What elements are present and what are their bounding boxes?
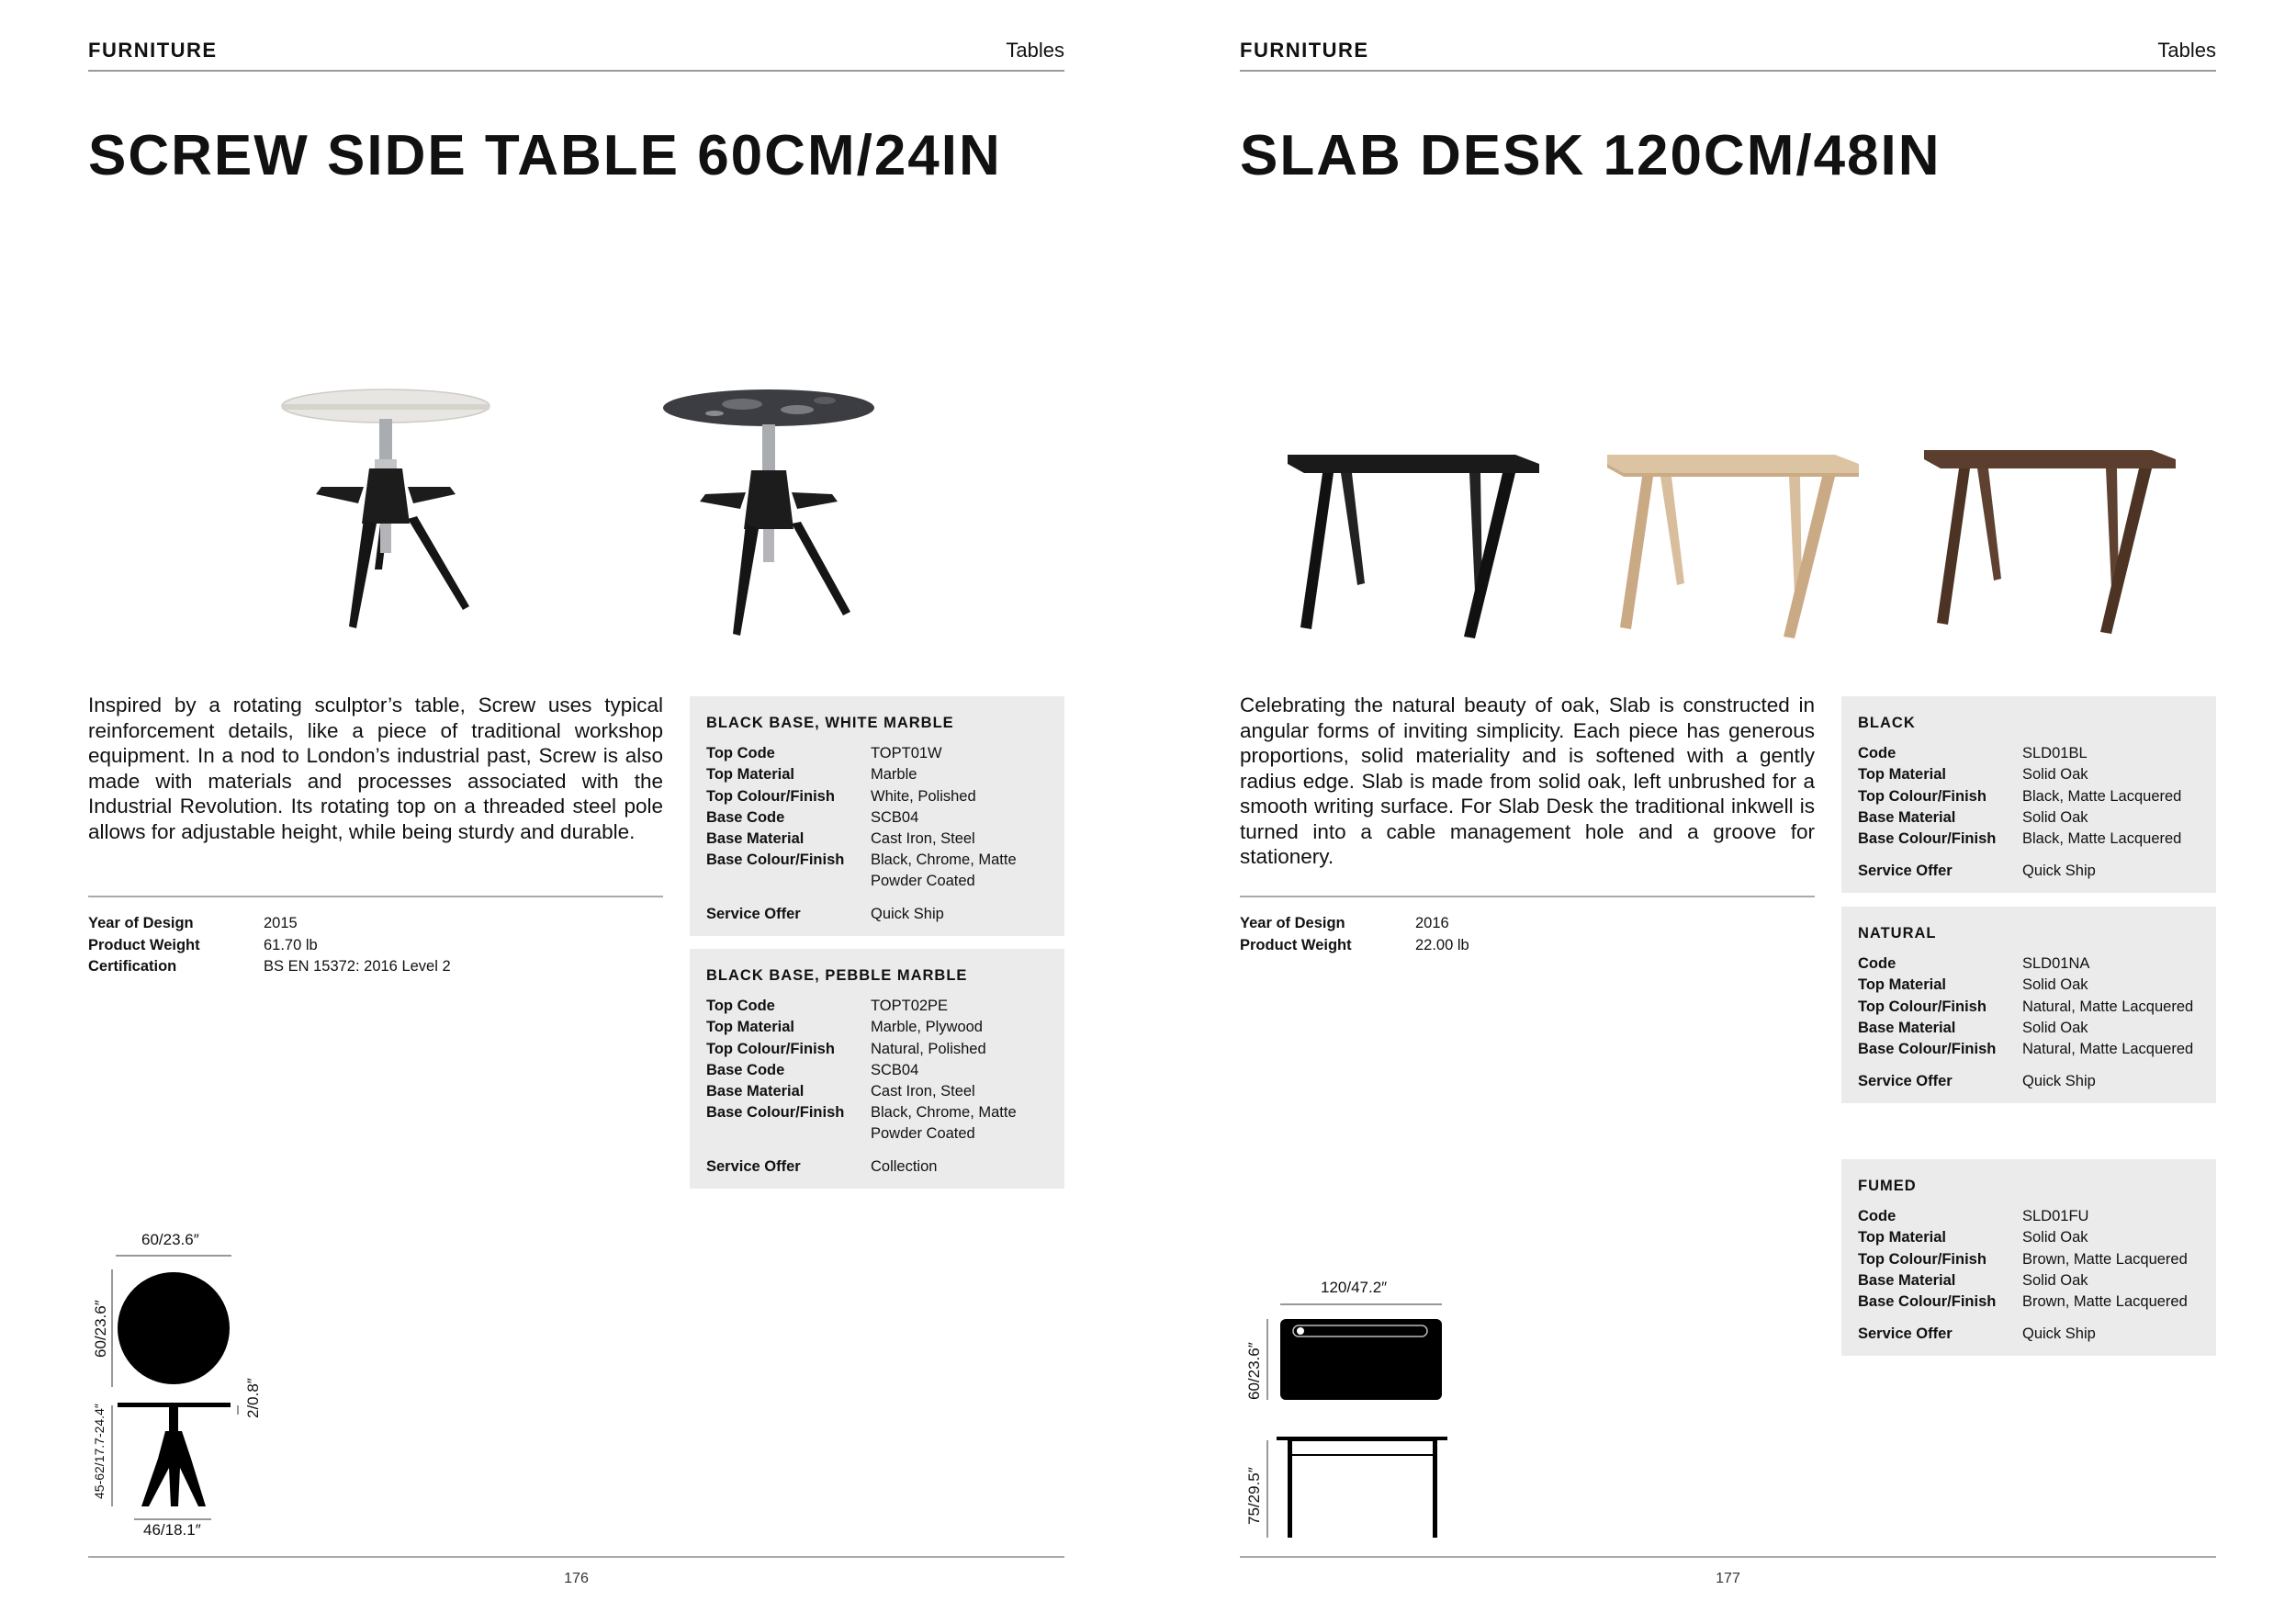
variant-row [1858,953,2200,975]
running-header [1240,39,2216,72]
dimension-width: 120/47.2″ [1321,1279,1388,1296]
section-label: FURNITURE [88,39,218,62]
variant-label: Base Material [706,1083,805,1100]
variant-row [706,1060,1048,1081]
variant-label: Base Material [706,830,805,848]
product-photo-natural-desk [1605,436,1863,638]
product-photos [1240,386,2216,652]
spec-label: Certification [88,958,177,975]
variant-row [706,786,1048,807]
variant-label: Code [1858,745,1896,762]
dimension-drawing [1240,1279,1479,1545]
spec-row [88,913,663,935]
dimension-top-width: 60/23.6″ [141,1231,199,1248]
service-offer-row [1858,1324,2200,1345]
variant-label: Top Colour/Finish [706,1040,835,1057]
variant-label: Code [1858,955,1896,973]
spec-row [88,956,663,978]
variant-label: Base Colour/Finish [706,1104,845,1122]
product-description: Inspired by a rotating sculptor’s table, Screw uses typical reinforcement details, like a piece of traditional workshop equipment. In a nod to London’s industrial past, Screw is also made with materials and processes associated with the Industrial Revolution. Its rotating top on a threaded steel pole allows for adjustable height, while being sturdy and durable. [88,694,663,843]
service-offer-row [1858,1071,2200,1092]
variant-value: Solid Oak [2022,808,2088,826]
variant-label: Base Colour/Finish [1858,1041,1997,1058]
spec-row [1240,935,1815,957]
section-label: FURNITURE [1240,39,1369,62]
variant-row [1858,786,2200,807]
variant-card-black [1841,696,2216,893]
dimension-depth: 60/23.6″ [1245,1342,1263,1400]
variant-label: Top Code [706,745,775,762]
variant-value: Black, Matte Lacquered [2022,830,2182,848]
variant-value: SLD01BL [2022,745,2088,762]
variant-title: BLACK BASE, WHITE MARBLE [706,715,954,731]
dimension-top-depth: 60/23.6″ [92,1300,109,1358]
variant-value: Solid Oak [2022,1271,2088,1289]
product-photo-pebble-marble [659,386,880,643]
product-specs [1240,913,1815,956]
spec-divider [88,896,663,897]
variant-value: Natural, Matte Lacquered [2022,998,2194,1015]
variant-value: Solid Oak [2022,1019,2088,1036]
variant-title: BLACK BASE, PEBBLE MARBLE [706,967,968,984]
dimension-lines [1240,1279,1479,1545]
spec-value: 22.00 lb [1415,936,1469,953]
variant-row [706,829,1048,850]
variant-label: Top Colour/Finish [1858,998,1986,1015]
dimension-lines [88,1231,309,1543]
variant-row [1858,743,2200,764]
variant-label: Top Material [1858,1229,1946,1246]
variant-row [1858,997,2200,1018]
variant-label: Base Colour/Finish [1858,1293,1997,1311]
variant-value: SCB04 [871,808,919,826]
variant-row [706,764,1048,785]
variant-label: Top Colour/Finish [1858,787,1986,805]
variant-row [1858,1291,2200,1313]
variant-card-pebble-marble [690,949,1064,1189]
variant-row [1858,807,2200,829]
variant-value: Black, Chrome, Matte Powder Coated [871,1104,1017,1143]
spec-label: Year of Design [1240,915,1345,931]
service-offer-row [706,904,1048,925]
variant-row [1858,1249,2200,1270]
variant-value: Solid Oak [2022,766,2088,784]
variant-label: Top Material [706,1019,794,1036]
service-offer-value: Collection [871,1157,938,1175]
service-offer-value: Quick Ship [2022,1073,2096,1090]
variant-value: SLD01NA [2022,955,2090,973]
catalog-page-right [1240,0,2216,1624]
variant-row [706,743,1048,764]
dimension-drawing [88,1231,309,1543]
service-offer-value: Quick Ship [2022,863,2096,880]
product-description: Celebrating the natural beauty of oak, Slab is constructed in angular forms of inviting simplicity. Each piece has generous proportions, solid materiality and is softened with a gently radius edge. Slab is made from solid oak, left unbrushed for a smooth writing surface. For Slab Desk the traditional inkwell is turned into a cable management hole and a groove for stationery. [1240,694,1815,868]
spec-divider [1240,896,1815,897]
variant-value: SCB04 [871,1061,919,1078]
spec-row [1240,913,1815,935]
variant-label: Service Offer [706,1157,801,1175]
page-number: 177 [1716,1571,1740,1586]
service-offer-value: Quick Ship [871,905,944,922]
variant-label: Base Colour/Finish [1858,830,1997,848]
product-photo-fumed-desk [1922,432,2179,634]
variant-value: Solid Oak [2022,1229,2088,1246]
product-photo-white-marble [279,386,492,634]
variant-value: TOPT01W [871,745,942,762]
variant-row [1858,829,2200,850]
spec-label: Year of Design [88,915,194,931]
variant-label: Service Offer [1858,863,1953,880]
variant-row [706,1039,1048,1060]
variant-row [706,1102,1048,1145]
dimension-top-thickness: 2/0.8″ [244,1378,262,1418]
variant-value: White, Polished [871,787,976,805]
variant-value: Black, Chrome, Matte Powder Coated [871,851,1017,890]
variant-row [706,807,1048,829]
footer-divider [1240,1556,2216,1558]
spec-label: Product Weight [1240,936,1352,953]
variant-label: Base Material [1858,1271,1956,1289]
variant-value: SLD01FU [2022,1208,2089,1225]
variant-label: Top Colour/Finish [706,787,835,805]
variant-value: Brown, Matte Lacquered [2022,1293,2188,1311]
variant-label: Base Code [706,808,785,826]
variant-label: Code [1858,1208,1896,1225]
variant-label: Top Material [1858,976,1946,994]
variant-value: Natural, Matte Lacquered [2022,1041,2194,1058]
variant-row [706,1017,1048,1038]
variant-value: TOPT02PE [871,998,949,1015]
category-label: Tables [1006,39,1064,62]
spec-label: Product Weight [88,936,200,953]
spec-value: 2016 [1415,915,1449,931]
variant-row [1858,1206,2200,1227]
product-specs [88,913,663,978]
variant-label: Top Material [1858,766,1946,784]
product-photos [88,386,1064,652]
variant-value: Cast Iron, Steel [871,1083,975,1100]
variant-row [1858,1018,2200,1039]
variant-value: Black, Matte Lacquered [2022,787,2182,805]
variant-label: Top Code [706,998,775,1015]
variant-label: Base Code [706,1061,785,1078]
service-offer-row [706,1156,1048,1178]
variant-card-natural [1841,907,2216,1103]
service-offer-value: Quick Ship [2022,1325,2096,1343]
dimension-height: 45-62/17.7-24.4″ [92,1404,107,1499]
variant-title: NATURAL [1858,925,1937,942]
variant-value: Brown, Matte Lacquered [2022,1250,2188,1268]
variant-row [706,850,1048,892]
variant-row [1858,1227,2200,1248]
variant-label: Base Colour/Finish [706,851,845,869]
variant-label: Base Material [1858,808,1956,826]
product-photo-black-desk [1286,436,1543,638]
variant-value: Natural, Polished [871,1040,986,1057]
spec-value: BS EN 15372: 2016 Level 2 [264,958,451,975]
variant-card-fumed [1841,1159,2216,1356]
variant-label: Top Colour/Finish [1858,1250,1986,1268]
variant-row [1858,764,2200,785]
variant-title: FUMED [1858,1178,1917,1194]
variant-label: Service Offer [1858,1325,1953,1343]
variant-row [1858,1039,2200,1060]
dimension-height: 75/29.5″ [1245,1467,1263,1525]
service-offer-row [1858,861,2200,882]
spec-value: 2015 [264,915,298,931]
variant-value: Marble, Plywood [871,1019,983,1036]
variant-label: Service Offer [706,905,801,922]
product-title: SCREW SIDE TABLE 60CM/24IN [88,124,1002,187]
variant-row [706,996,1048,1017]
running-header [88,39,1064,72]
variant-title: BLACK [1858,715,1916,731]
variant-row [1858,1270,2200,1291]
page-number: 176 [564,1571,589,1586]
variant-value: Marble [871,766,917,784]
spec-value: 61.70 lb [264,936,318,953]
variant-value: Cast Iron, Steel [871,830,975,848]
variant-value: Solid Oak [2022,976,2088,994]
variant-label: Service Offer [1858,1073,1953,1090]
variant-card-white-marble [690,696,1064,936]
catalog-page-left [88,0,1064,1624]
category-label: Tables [2157,39,2216,62]
variant-row [1858,975,2200,996]
variant-label: Top Material [706,766,794,784]
spec-row [88,935,663,957]
dimension-base-width: 46/18.1″ [143,1521,201,1539]
variant-row [706,1081,1048,1102]
product-title: SLAB DESK 120CM/48IN [1240,124,1941,187]
variant-label: Base Material [1858,1019,1956,1036]
footer-divider [88,1556,1064,1558]
